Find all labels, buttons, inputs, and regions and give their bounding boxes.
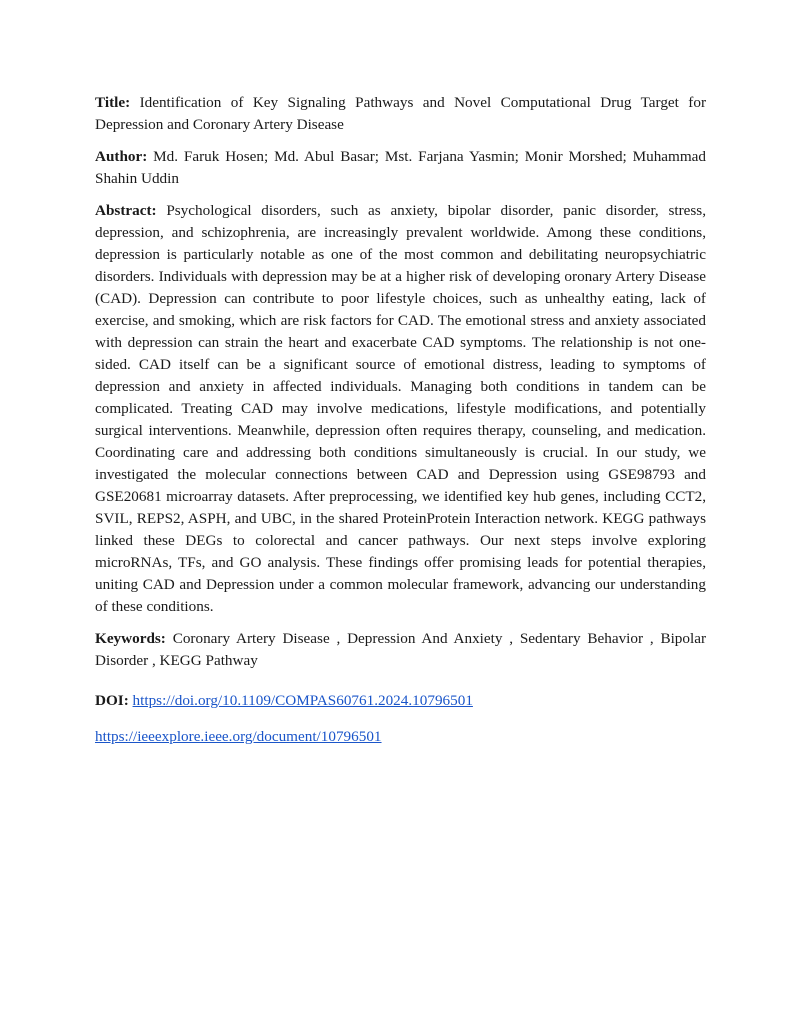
keywords-label: Keywords: (95, 630, 166, 647)
author-label: Author: (95, 148, 148, 165)
ieee-link[interactable]: https://ieeexplore.ieee.org/document/10796501 (95, 728, 382, 745)
ieee-paragraph (95, 726, 706, 748)
doi-paragraph (95, 690, 706, 712)
author-paragraph (95, 146, 706, 190)
author-text: Md. Faruk Hosen; Md. Abul Basar; Mst. Farjana Yasmin; Monir Morshed; Muhammad Shahin Uddin (95, 148, 707, 187)
document-page (95, 92, 706, 748)
keywords-paragraph (95, 628, 706, 672)
title-text: Identification of Key Signaling Pathways and Novel Computational Drug Target for Depression and Coronary Artery Disease (95, 94, 706, 133)
doi-label: DOI: (95, 692, 129, 709)
title-paragraph (95, 92, 706, 136)
keywords-text: Coronary Artery Disease , Depression And Anxiety , Sedentary Behavior , Bipolar Disorder , KEGG Pathway (95, 630, 706, 669)
doi-link[interactable]: https://doi.org/10.1109/COMPAS60761.2024.10796501 (132, 692, 473, 709)
abstract-paragraph (95, 200, 706, 618)
title-label: Title: (95, 94, 131, 111)
abstract-label: Abstract: (95, 202, 157, 219)
abstract-text: Psychological disorders, such as anxiety, bipolar disorder, panic disorder, stress, depression, and schizophrenia, are increasingly prevalent worldwide. Among these conditions, depression is particularly notable as one of the most common and debilitating neuropsychiatric disorders. Individuals with depression may be at a higher risk of developing oronary Artery Disease (CAD). Depression can contribute to poor lifestyle choices, such as unhealthy eating, lack of exercise, and smoking, which are risk factors for CAD. The emotional stress and anxiety associated with depression can strain the heart and exacerbate CAD symptoms. The relationship is not one-sided. CAD itself can be a significant source of emotional distress, leading to symptoms of depression and anxiety in affected individuals. Managing both conditions in tandem can be complicated. Treating CAD may involve medications, lifestyle modifications, and potentially surgical interventions. Meanwhile, depression often requires therapy, counseling, and medication. Coordinating care and addressing both conditions simultaneously is crucial. In our study, we investigated the molecular connections between CAD and Depression using GSE98793 and GSE20681 microarray datasets. After preprocessing, we identified key hub genes, including CCT2, SVIL, REPS2, ASPH, and UBC, in the shared ProteinProtein Interaction network. KEGG pathways linked these DEGs to colorectal and cancer pathways. Our next steps involve exploring microRNAs, TFs, and GO analysis. These findings offer promising leads for potential therapies, uniting CAD and Depression under a common molecular framework, advancing our understanding of these conditions. (95, 202, 707, 615)
